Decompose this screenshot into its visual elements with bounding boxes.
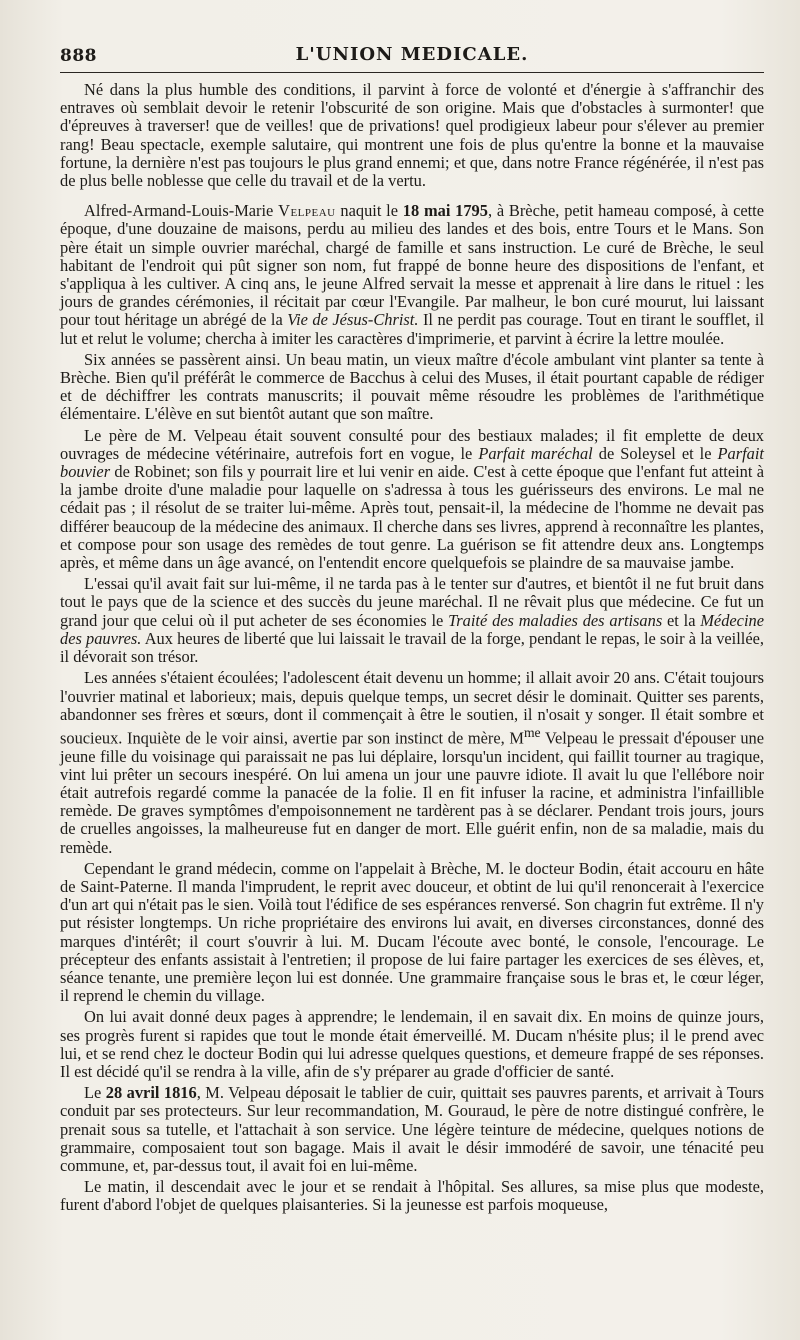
text-run: de Soleysel et le (592, 443, 718, 463)
text-run: de Robinet; son fils y pourrait lire et lui venir en aide. C'est à cette époque que l'enfant fut atteint à la jambe droite d'une maladie pour laquelle on s'adressa à tous les guérisseurs des environs. Le mal ne cédait pas ; il résolut de se traiter lui-même. Après tout, pensait-il, la médecine de l'homme ne devait pas différer beaucoup de la médecine des animaux. Il cherche dans ses livres, apprend à reconnaître les plantes, et compose pour son usage des remèdes de tout genre. La guérison se fit attendre deux ans. Longtemps après, et même dans un âge avancé, on l'entendit encore quelquefois se plaindre de sa mauvaise jambe. (60, 462, 764, 573)
italic-title: Vie de Jésus-Christ. (287, 310, 419, 330)
text-run: Le père de M. Velpeau était souvent consulté pour des bestiaux malades; il fit emplette de deux ouvrages de médecine vétérinaire, autrefois fort en vogue, le (60, 425, 764, 463)
paragraph-p3 (60, 351, 764, 424)
paragraph-p10 (60, 1178, 764, 1214)
superscript: me (523, 724, 541, 740)
paragraph-p9 (60, 1084, 764, 1175)
paragraph-p1 (60, 81, 764, 190)
paragraph-p2 (60, 202, 764, 348)
text-run: Le (84, 1083, 106, 1103)
paragraph-p4 (60, 427, 764, 573)
text-run: On lui avait donné deux pages à apprendre; le lendemain, il en savait dix. En moins de quinze jours, ses progrès furent si rapides que tout le monde était émerveillé. M. Ducam n'hésite plus; il le prend avec lui, et se rend chez le docteur Bodin qui lui adresse quelques questions, et demeure frappé de ses réponses. Il est décidé qu'il se rendra à la ville, afin de s'y préparer au grade d'officier de santé. (60, 1007, 764, 1082)
text-run: Aux heures de liberté que lui laissait le travail de la forge, pendant le repas, le soir à la veillée, il dévorait son trésor. (60, 628, 764, 667)
text-run: Né dans la plus humble des conditions, il parvint à force de volonté et d'énergie à s'affranchir des entraves où semblait devoir le retenir l'obscurité de son origine. Mais que d'obstacles à surmonter! que d'épreuves à traverser! que de veilles! que de privations! quel prodigieux labeur pour s'élever au premier rang! Beau spectacle, exemple salutaire, qui montrent une fois de plus qu'entre la bonne et la mauvaise fortune, la dernière n'est pas toujours le plus grand ennemi; et que, dans notre France régénérée, il n'est pas de plus belle noblesse que celle du travail et de la vertu. (60, 80, 764, 191)
bold-date: 28 avril 1816 (105, 1083, 197, 1103)
text-run: Cependant le grand médecin, comme on l'appelait à Brèche, M. le docteur Bodin, était accouru en hâte de Saint-Paterne. Il manda l'imprudent, le reprit avec douceur, et obtint de lui qu'il renoncerait à l'exercice d'un art qui n'était pas le sien. Voilà tout l'édifice de ses espérances renversé. Son chagrin fut extrême. Il n'y put résister longtemps. Un riche propriétaire des environs lui avait, en diverses circonstances, donné des marques d'intérêt; il court s'ouvrir à lui. M. Ducam l'écoute avec bonté, le console, l'encourage. Le précepteur des enfants assistait à l'entretien; il propose de lui faire partager les exercices de ses élèves, et, séance tenante, une première leçon lui est donnée. Une grammaire française sous le bras et, le cœur léger, il reprend le chemin du village. (60, 858, 764, 1006)
italic-title: Parfait maréchal (478, 443, 593, 463)
italic-title: Parfait bouvier (60, 443, 764, 482)
text-run: Velpeau le pressait d'épouser une jeune fille du voisinage qui paraissait ne pas lui déplaire, lorsqu'un incident, qui faillit tourner au tragique, vint lui prêter un secours inespéré. On lui amena un jour une pauvre idiote. Il avait lu que l'ellébore noir était autrefois regardé comme la panacée de la folie. Il en fit infuser la racine, et administra l'infaillible remède. De graves symptômes d'empoisonnement ne tardèrent pas à se déclarer. Pendant trois jours, jours de cruelles angoisses, la malheureuse fut en danger de mort. Elle guérit enfin, non de sa maladie, mais du remède. (60, 728, 764, 857)
text-run: , M. Velpeau déposait le tablier de cuir, quittait ses pauvres parents, et arrivait à Tours conduit par ses protecteurs. Sur leur recommandation, M. Gouraud, le père de notre distingué confrère, le prenait sous sa tutelle, et l'attachait à son service. Une légère teinture de médecine, quelques notions de grammaire, composaient tout son bagage. Mais il avait le désir immodéré de savoir, une ténacité peu commune, et, par-dessus tout, il avait foi en lui-même. (60, 1083, 765, 1176)
text-run: naquit le (335, 201, 403, 221)
text-run: Alfred-Armand-Louis-Marie (84, 201, 279, 221)
paragraph-p8 (60, 1008, 764, 1081)
page-number: 888 (60, 46, 97, 66)
text-run: Les années s'étaient écoulées; l'adolescent était devenu un homme; il allait avoir 20 ans. C'était toujours l'ouvrier matinal et laborieux; mais, depuis quelque temps, un secret désir le dominait. Quitter ses parents, abandonner ses frères et sœurs, dont il commençait à être le soutien, il n'osait y songer. Il était sombre et soucieux. Inquiète de le voir ainsi, avertie par son instinct de mère, M (60, 668, 764, 748)
text-run: Il ne perdit pas courage. Tout en tirant le soufflet, il lut et relut le volume; chercha à imiter les caractères d'imprimerie, et parvint à écrire la lettre moulée. (60, 310, 764, 348)
text-run: Six années se passèrent ainsi. Un beau matin, un vieux maître d'école ambulant vint planter sa tente à Brèche. Bien qu'il préférât le commerce de Bacchus à celui des Muses, il était pourtant capable de rédiger et de déchiffrer les contrats manuscrits; il pouvait même résoudre les problèmes de l'arithmétique élémentaire. L'élève en sut bientôt autant que son maître. (60, 349, 764, 424)
italic-title: Médecine des pauvres. (60, 610, 764, 648)
text-run: et la (662, 610, 701, 630)
text-run: , à Brèche, petit hameau composé, à cette époque, d'une douzaine de maisons, perdu au milieu des landes et des bois, entre Tours et le Mans. Son père était un simple ouvrier maréchal, chargé de famille et sans instruction. Le curé de Brèche, le seul habitant de l'endroit qui pût signer son nom, fut frappé de bonne heure des dispositions de l'enfant, et s'appliqua à les cultiver. A cinq ans, le jeune Alfred servait la messe et apprenait à lire dans le rituel : les jours de grandes cérémonies, il récitait par cœur l'Evangile. Par malheur, le bon curé mourut, lui laissant pour tout héritage un abrégé de la (60, 201, 765, 330)
text-run: Le matin, il descendait avec le jour et se rendait à l'hôpital. Ses allures, sa mise plus que modeste, furent d'abord l'objet de quelques plaisanteries. Si la jeunesse est parfois moqueuse, (60, 1177, 764, 1215)
italic-title: Traité des maladies des artisans (448, 610, 663, 630)
paragraph-p7 (60, 860, 764, 1006)
running-title: L'UNION MEDICALE. (295, 44, 529, 65)
text-run: L'essai qu'il avait fait sur lui-même, il ne tarda pas à le tenter sur d'autres, et bientôt il ne fut bruit dans tout le pays que de la science et des succès du jeune maréchal. Il ne rêvait plus que médecine. Ce fut un grand jour que celui où il put acheter de ses économies le (60, 574, 764, 630)
paragraph-p6 (60, 669, 764, 857)
page-header (60, 40, 764, 73)
paragraph-p5 (60, 575, 764, 666)
article-body (60, 81, 764, 1215)
bold-date: 18 mai 1795 (402, 201, 488, 221)
surname-small-caps: Velpeau (278, 201, 336, 221)
